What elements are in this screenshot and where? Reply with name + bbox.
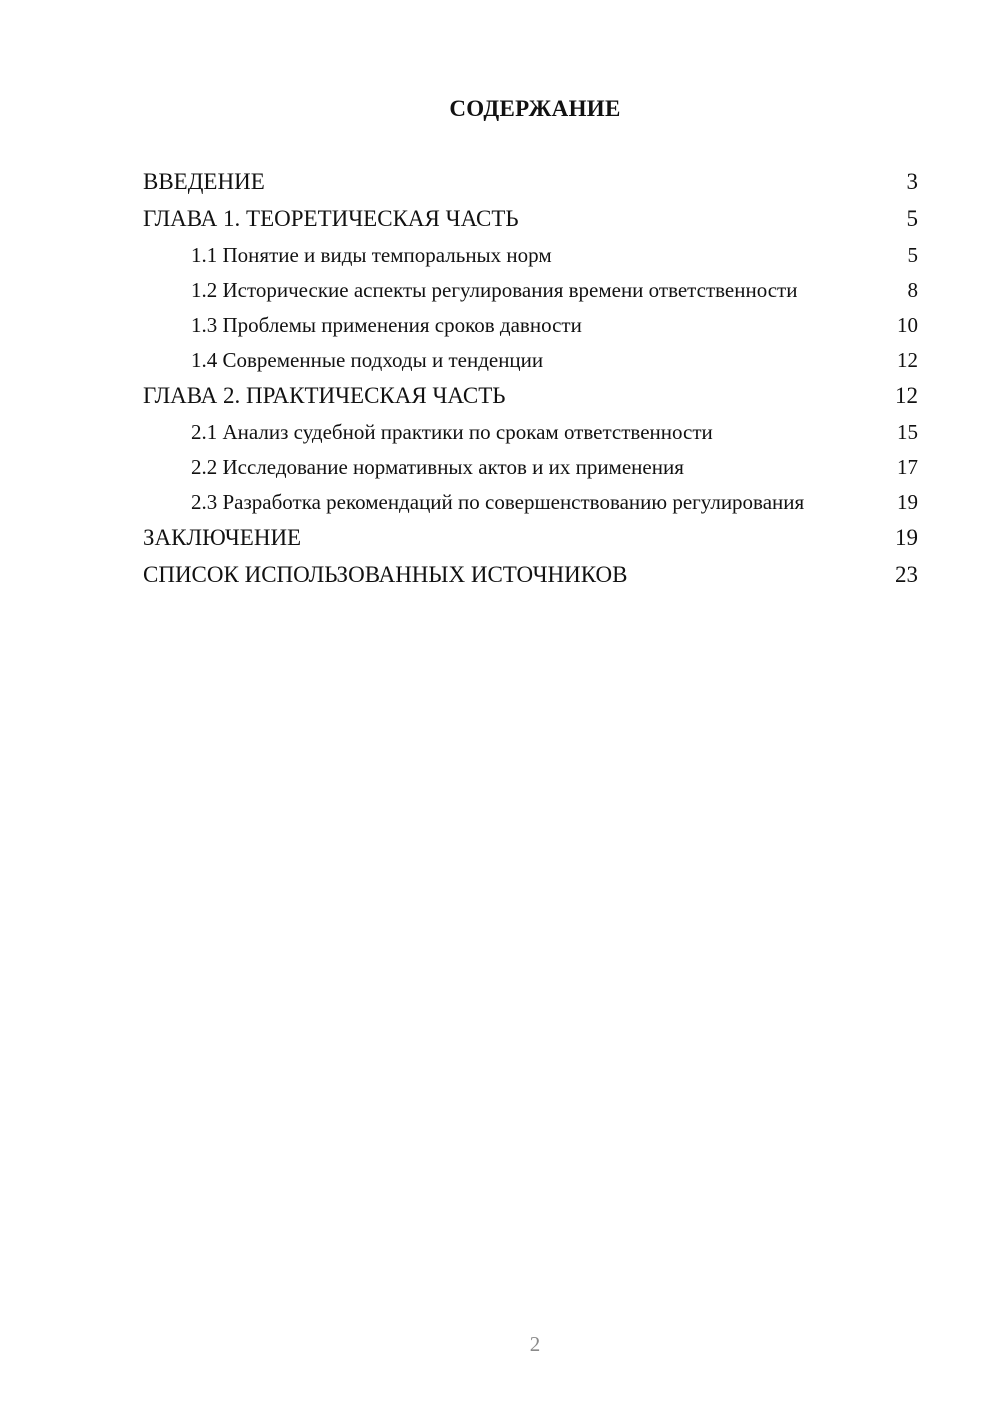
toc-entry[interactable]	[143, 382, 918, 410]
toc-entry-text: 1.1 Понятие и виды темпоральных норм	[191, 243, 552, 267]
toc-entry-page: 12	[895, 383, 918, 408]
toc-entry-page: 5	[906, 206, 918, 231]
toc-entry-text: ЗАКЛЮЧЕНИЕ	[143, 525, 302, 550]
toc-entry-page: 10	[897, 313, 918, 337]
table-of-contents	[143, 168, 918, 598]
toc-entry-text: ГЛАВА 1. ТЕОРЕТИЧЕСКАЯ ЧАСТЬ	[143, 206, 519, 231]
toc-entry[interactable]	[143, 524, 918, 552]
toc-entry[interactable]	[143, 347, 918, 373]
toc-entry-page: 17	[897, 455, 918, 479]
page-title: СОДЕРЖАНИЕ	[449, 96, 621, 121]
toc-entry-page: 5	[907, 243, 918, 267]
toc-entry-text: 1.4 Современные подходы и тенденции	[191, 348, 544, 372]
page-number: 2	[529, 1332, 541, 1356]
toc-entry[interactable]	[143, 312, 918, 338]
toc-entry[interactable]	[143, 454, 918, 480]
toc-entry-page: 12	[897, 348, 918, 372]
toc-entry-page: 3	[906, 169, 918, 194]
toc-entry-page: 19	[897, 490, 918, 514]
toc-entry-page: 15	[897, 420, 918, 444]
toc-entry-text: 1.3 Проблемы применения сроков давности	[191, 313, 582, 337]
toc-entry-page: 19	[895, 525, 918, 550]
toc-entry-text: ВВЕДЕНИЕ	[143, 169, 265, 194]
toc-entry[interactable]	[143, 419, 918, 445]
toc-entry-page: 23	[895, 562, 918, 587]
toc-entry[interactable]	[143, 242, 918, 268]
toc-entry-page: 8	[907, 278, 918, 302]
toc-entry-text: 2.1 Анализ судебной практики по срокам ответственности	[191, 420, 713, 444]
toc-entry[interactable]	[143, 168, 918, 196]
toc-entry-text: 1.2 Исторические аспекты регулирования времени ответственности	[191, 278, 798, 302]
toc-entry-text: 2.3 Разработка рекомендаций по совершенствованию регулирования	[191, 490, 805, 514]
toc-entry[interactable]	[143, 277, 918, 303]
toc-entry-text: 2.2 Исследование нормативных актов и их применения	[191, 455, 684, 479]
toc-entry[interactable]	[143, 561, 918, 589]
toc-entry[interactable]	[143, 489, 918, 515]
toc-entry-text: ГЛАВА 2. ПРАКТИЧЕСКАЯ ЧАСТЬ	[143, 383, 506, 408]
toc-entry[interactable]	[143, 205, 918, 233]
toc-entry-text: СПИСОК ИСПОЛЬЗОВАННЫХ ИСТОЧНИКОВ	[143, 562, 628, 587]
